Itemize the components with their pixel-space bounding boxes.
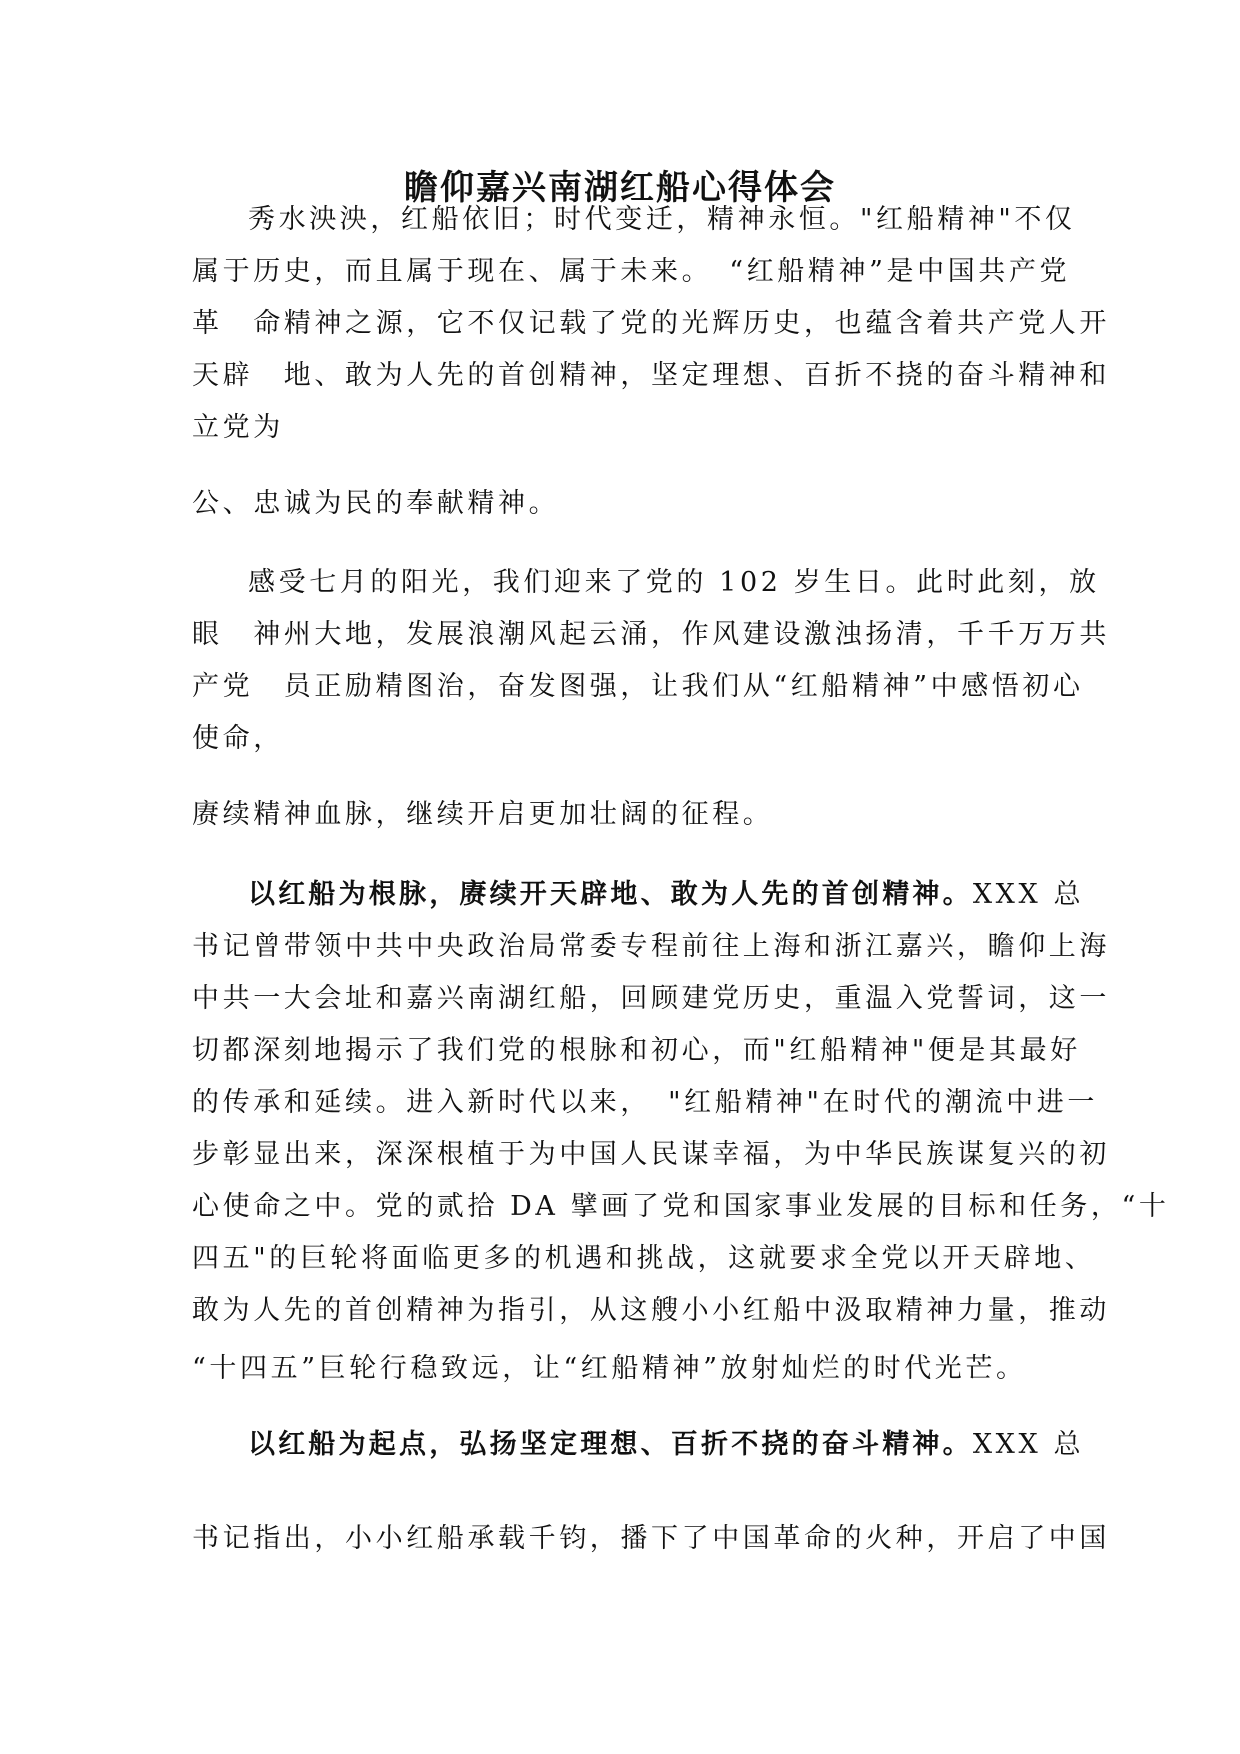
paragraph-line: “十四五”巨轮行稳致远，让“红船精神”放射灿烂的时代光芒。 [192, 1353, 1027, 1384]
paragraph-line: 眼 神州大地，发展浪潮风起云涌，作风建设激浊扬清，千千万万共 [192, 619, 1110, 650]
paragraph-line: 步彰显出来，深深根植于为中国人民谋幸福，为中华民族谋复兴的初 [192, 1139, 1110, 1170]
paragraph-line: 切都深刻地揭示了我们党的根脉和初心，而"红船精神"便是其最好 [192, 1035, 1081, 1066]
paragraph-line: 赓续精神血脉，继续开启更加壮阔的征程。 [192, 799, 774, 830]
paragraph-line: 书记指出，小小红船承载千钧，播下了中国革命的火种，开启了中国 [192, 1523, 1110, 1554]
paragraph-line: 感受七月的阳光，我们迎来了党的 102 岁生日。此时此刻，放 [248, 567, 1100, 598]
paragraph-line: 使命， [192, 723, 284, 754]
document-title: 瞻仰嘉兴南湖红船心得体会 [404, 168, 836, 208]
section-heading-line [248, 877, 1085, 913]
paragraph-line: 的传承和延续。进入新时代以来， "红船精神"在时代的潮流中进一 [192, 1087, 1098, 1118]
paragraph-line: 革 命精神之源，它不仅记载了党的光辉历史，也蕴含着共产党人开 [192, 308, 1110, 339]
heading-tail: XXX 总 [972, 879, 1085, 910]
heading-tail: XXX 总 [972, 1429, 1085, 1460]
section-heading-line [248, 1427, 1085, 1463]
paragraph-line: 产党 员正励精图治，奋发图强，让我们从“红船精神”中感悟初心 [192, 671, 1084, 702]
paragraph-line: 立党为 [192, 412, 284, 443]
paragraph-line: 四五"的巨轮将面临更多的机遇和挑战，这就要求全党以开天辟地、 [192, 1243, 1096, 1274]
paragraph-line: 秀水泱泱，红船依旧；时代变迁，精神永恒。"红船精神"不仅 [248, 204, 1076, 235]
paragraph-line: 敢为人先的首创精神为指引，从这艘小小红船中汲取精神力量，推动 [192, 1295, 1110, 1326]
paragraph-line: 属于历史，而且属于现在、属于未来。 “红船精神”是中国共产党 [192, 256, 1071, 287]
paragraph-line: 书记曾带领中共中央政治局常委专程前往上海和浙江嘉兴，瞻仰上海 [192, 931, 1110, 962]
paragraph-line: 天辟 地、敢为人先的首创精神，坚定理想、百折不挠的奋斗精神和 [192, 360, 1110, 391]
paragraph-line: 心使命之中。党的贰拾 DA 擘画了党和国家事业发展的目标和任务，“十 [192, 1191, 1170, 1222]
paragraph-line: 中共一大会址和嘉兴南湖红船，回顾建党历史，重温入党誓词，这一 [192, 983, 1110, 1014]
section-heading: 以红船为根脉，赓续开天辟地、敢为人先的首创精神。 [248, 879, 973, 910]
section-heading: 以红船为起点，弘扬坚定理想、百折不挠的奋斗精神。 [248, 1429, 973, 1460]
paragraph-line: 公、忠诚为民的奉献精神。 [192, 488, 560, 519]
